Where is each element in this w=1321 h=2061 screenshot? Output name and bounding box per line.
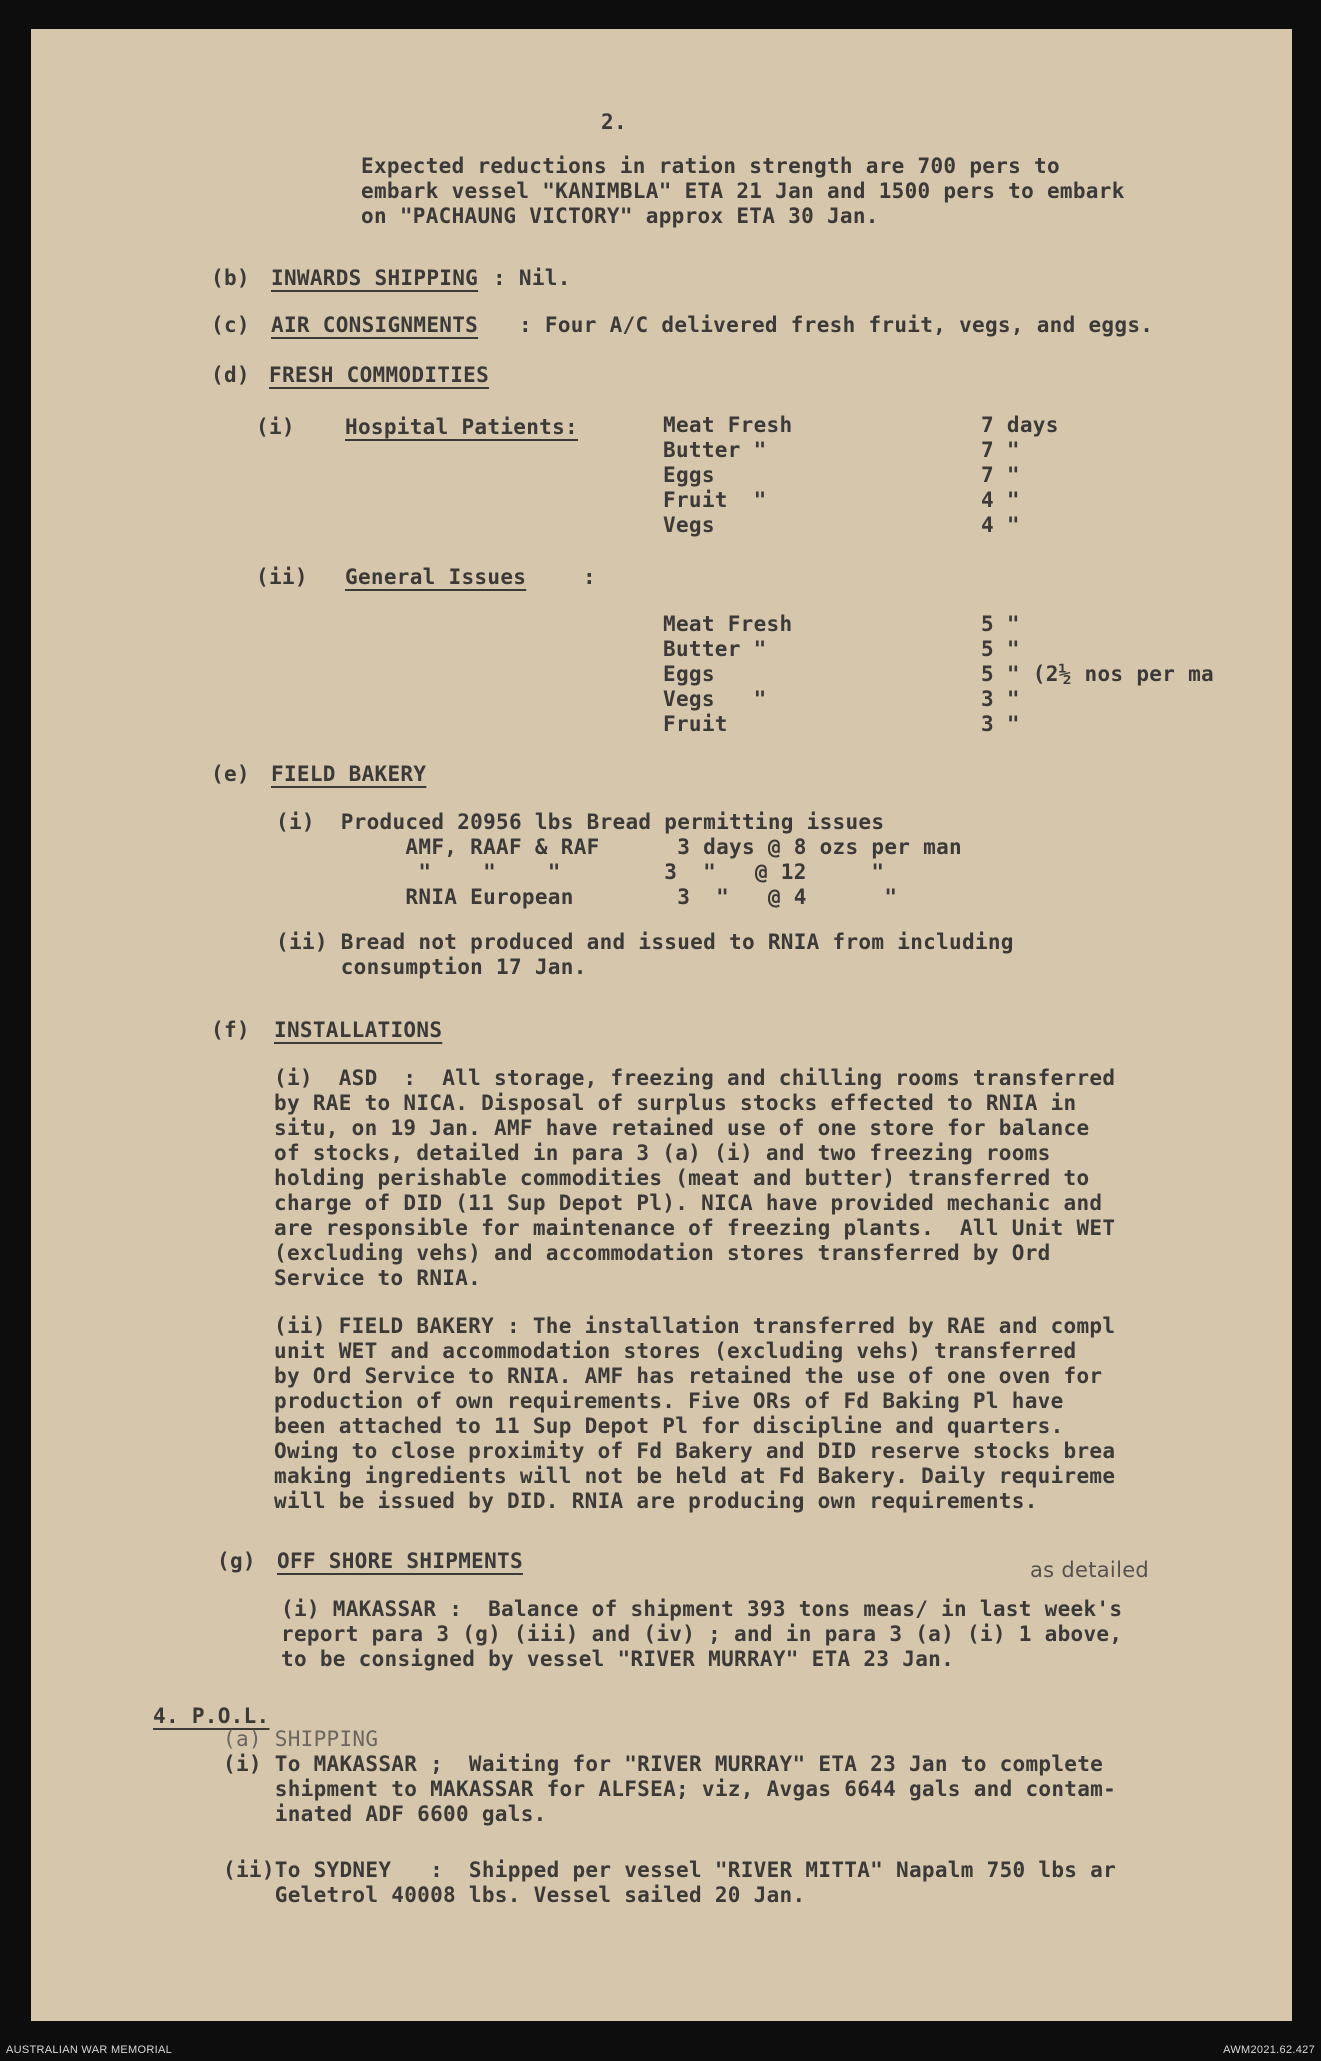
subsection-heading: General Issues xyxy=(345,565,527,589)
text-line: report para 3 (g) (iii) and (iv) ; and in para 3 (a) (i) 1 above, xyxy=(281,1622,1123,1646)
ration-item: Vegs " xyxy=(663,687,767,711)
section-marker: (g) xyxy=(217,1549,256,1573)
ration-item: Fruit " xyxy=(663,488,767,512)
section-heading: FRESH COMMODITIES xyxy=(269,363,490,387)
ration-days: 4 " xyxy=(981,488,1020,512)
text-line: RNIA European 3 " @ 4 " xyxy=(276,885,898,909)
ration-item: Butter " xyxy=(663,637,767,661)
text-line: charge of DID (11 Sup Depot Pl). NICA have provided mechanic and xyxy=(274,1191,1103,1215)
section-marker: (c) xyxy=(211,313,250,337)
text-line: by Ord Service to RNIA. AMF has retained the use of one oven for xyxy=(274,1364,1103,1388)
ration-days: 3 " xyxy=(981,712,1020,736)
text-line: shipment to MAKASSAR for ALFSEA; viz, Avgas 6644 gals and contam- xyxy=(223,1777,1117,1801)
text-line: (i) To MAKASSAR ; Waiting for "RIVER MURRAY" ETA 23 Jan to complete xyxy=(223,1752,1104,1776)
text-line: situ, on 19 Jan. AMF have retained use of one store for balance xyxy=(274,1116,1090,1140)
text-line: unit WET and accommodation stores (excluding vehs) transferred xyxy=(274,1339,1077,1363)
text-line: are responsible for maintenance of freezing plants. All Unit WET xyxy=(274,1216,1116,1240)
page-number: 2. xyxy=(601,110,627,134)
section-heading: OFF SHORE SHIPMENTS xyxy=(277,1549,523,1573)
ration-days: 3 " xyxy=(981,687,1020,711)
footer-left: AUSTRALIAN WAR MEMORIAL xyxy=(6,2044,173,2056)
text-line: (i) Produced 20956 lbs Bread permitting issues xyxy=(276,810,885,834)
section-text: : Four A/C delivered fresh fruit, vegs, and eggs. xyxy=(519,313,1154,337)
text-line: consumption 17 Jan. xyxy=(276,955,587,979)
text-line: of stocks, detailed in para 3 (a) (i) and two freezing rooms xyxy=(274,1141,1051,1165)
subsection-heading: Hospital Patients: xyxy=(345,415,578,439)
ration-days: 5 " (2½ nos per ma xyxy=(981,662,1214,686)
text-line: Expected reductions in ration strength are 700 pers to xyxy=(361,154,1060,178)
text-line: embark vessel "KANIMBLA" ETA 21 Jan and 1500 pers to embark xyxy=(361,179,1125,203)
document-page xyxy=(31,29,1292,2021)
ration-item: Eggs xyxy=(663,662,715,686)
text-line: (excluding vehs) and accommodation stores transferred by Ord xyxy=(274,1241,1051,1265)
text-line: been attached to 11 Sup Depot Pl for discipline and quarters. xyxy=(274,1414,1064,1438)
subsection-colon: : xyxy=(583,565,596,589)
section-heading: 4. P.O.L. xyxy=(153,1704,270,1728)
text-line: will be issued by DID. RNIA are producing own requirements. xyxy=(274,1489,1038,1513)
subsection-heading: (a) SHIPPING xyxy=(223,1727,379,1751)
ration-item: Meat Fresh xyxy=(663,612,793,636)
text-line: (ii)To SYDNEY : Shipped per vessel "RIVER MITTA" Napalm 750 lbs ar xyxy=(223,1858,1117,1882)
footer-right: AWM2021.62.427 xyxy=(1223,2044,1315,2056)
text-line: (ii) FIELD BAKERY : The installation transferred by RAE and compl xyxy=(274,1314,1116,1338)
section-heading: FIELD BAKERY xyxy=(271,762,427,786)
ration-days: 7 " xyxy=(981,438,1020,462)
ration-item: Fruit xyxy=(663,712,728,736)
section-marker: (e) xyxy=(211,762,250,786)
text-line: " " " 3 " @ 12 " xyxy=(276,860,885,884)
subsection-marker: (i) xyxy=(256,415,295,439)
text-line: Owing to close proximity of Fd Bakery and DID reserve stocks brea xyxy=(274,1439,1116,1463)
text-line: (i) ASD : All storage, freezing and chilling rooms transferred xyxy=(274,1066,1116,1090)
section-heading: INSTALLATIONS xyxy=(274,1018,443,1042)
ration-item: Eggs xyxy=(663,463,715,487)
text-line: AMF, RAAF & RAF 3 days @ 8 ozs per man xyxy=(276,835,962,859)
ration-days: 7 days xyxy=(981,413,1059,437)
text-line: by RAE to NICA. Disposal of surplus stocks effected to RNIA in xyxy=(274,1091,1077,1115)
ration-item: Meat Fresh xyxy=(663,413,793,437)
text-line: to be consigned by vessel "RIVER MURRAY" ETA 23 Jan. xyxy=(281,1647,955,1671)
section-heading: AIR CONSIGNMENTS xyxy=(271,313,479,337)
section-marker: (d) xyxy=(211,363,250,387)
section-marker: (b) xyxy=(211,266,250,290)
text-line: production of own requirements. Five ORs of Fd Baking Pl have xyxy=(274,1389,1064,1413)
text-line: inated ADF 6600 gals. xyxy=(223,1802,547,1826)
text-line: Geletrol 40008 lbs. Vessel sailed 20 Jan. xyxy=(223,1883,806,1907)
text-line: holding perishable commodities (meat and butter) transferred to xyxy=(274,1166,1090,1190)
ration-days: 7 " xyxy=(981,463,1020,487)
ration-item: Vegs xyxy=(663,513,715,537)
text-line: making ingredients will not be held at Fd Bakery. Daily requireme xyxy=(274,1464,1116,1488)
subsection-marker: (ii) xyxy=(256,565,308,589)
ration-days: 5 " xyxy=(981,637,1020,661)
ration-item: Butter " xyxy=(663,438,767,462)
text-line: Service to RNIA. xyxy=(274,1266,482,1290)
text-line: (ii) Bread not produced and issued to RNIA from including xyxy=(276,930,1014,954)
text-line: (i) MAKASSAR : Balance of shipment 393 tons meas/ in last week's xyxy=(281,1597,1123,1621)
handwritten-annotation: as detailed xyxy=(1030,1558,1150,1582)
ration-days: 5 " xyxy=(981,612,1020,636)
section-heading: INWARDS SHIPPING xyxy=(271,266,479,290)
section-marker: (f) xyxy=(211,1018,250,1042)
section-text: : Nil. xyxy=(493,266,571,290)
text-line: on "PACHAUNG VICTORY" approx ETA 30 Jan. xyxy=(361,204,879,228)
ration-days: 4 " xyxy=(981,513,1020,537)
